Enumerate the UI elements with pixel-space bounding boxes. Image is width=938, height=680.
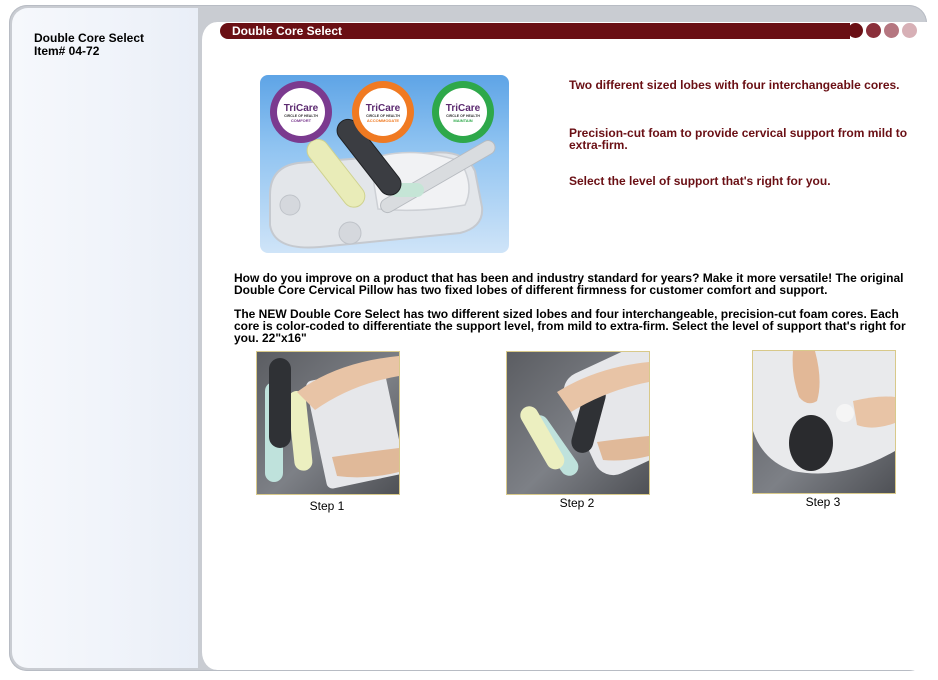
header-bar <box>220 23 850 39</box>
sidebar-product-info <box>34 32 144 58</box>
sidebar-product-name: Double Core Select <box>34 31 145 45</box>
step-3-photo <box>752 350 896 494</box>
header-dot-4 <box>902 23 917 38</box>
description-paragraph-1: How do you improve on a product that has been and industry standard for years? Make it more versatile! The original Double Core Cervical Pillow has two fixed lobes of different firmness for customer comfort and support. <box>234 271 904 297</box>
badge-comfort-sub: CIRCLE OF HEALTH <box>284 114 318 118</box>
step-2-photo <box>506 351 650 495</box>
header-dot-1 <box>848 23 863 38</box>
badge-comfort-brand: TriCare <box>283 103 319 114</box>
step-3-label: Step 3 <box>805 495 841 509</box>
description-paragraph-2: The NEW Double Core Select has two different sized lobes and four interchangeable, precision-cut foam cores. Each core is color-coded to differentiate the support level, from mild to extra-firm. Select the level of support that's right for you. 22"x16" <box>234 307 906 345</box>
step-1-photo <box>256 351 400 495</box>
badge-accommodate-sub: CIRCLE OF HEALTH <box>366 114 400 118</box>
badge-accommodate-brand: TriCare <box>365 103 401 114</box>
badge-maintain-brand: TriCare <box>445 103 481 114</box>
badge-comfort-ring: COMFORT <box>290 118 312 123</box>
header-dots <box>848 22 928 40</box>
feature-3: Select the level of support that's right for you. <box>569 174 831 188</box>
feature-1: Two different sized lobes with four interchangeable cores. <box>569 78 900 92</box>
badge-maintain-ring: MAINTAIN <box>453 118 473 123</box>
badge-maintain <box>432 81 494 143</box>
sidebar-item-number: Item# 04-72 <box>34 44 100 58</box>
badge-maintain-sub: CIRCLE OF HEALTH <box>446 114 480 118</box>
badge-comfort <box>270 81 332 143</box>
header-dot-3 <box>884 23 899 38</box>
feature-2: Precision-cut foam to provide cervical support from mild to extra-firm. <box>569 126 908 152</box>
badge-accommodate-ring: ACCOMMODATE <box>366 118 400 123</box>
badge-accommodate <box>352 81 414 143</box>
header-dot-2 <box>866 23 881 38</box>
product-image <box>260 75 509 253</box>
step-2-label: Step 2 <box>559 496 595 510</box>
sidebar <box>12 8 198 668</box>
page-title: Double Core Select <box>232 24 343 38</box>
main-content <box>199 22 938 670</box>
step-1-label: Step 1 <box>309 499 345 513</box>
